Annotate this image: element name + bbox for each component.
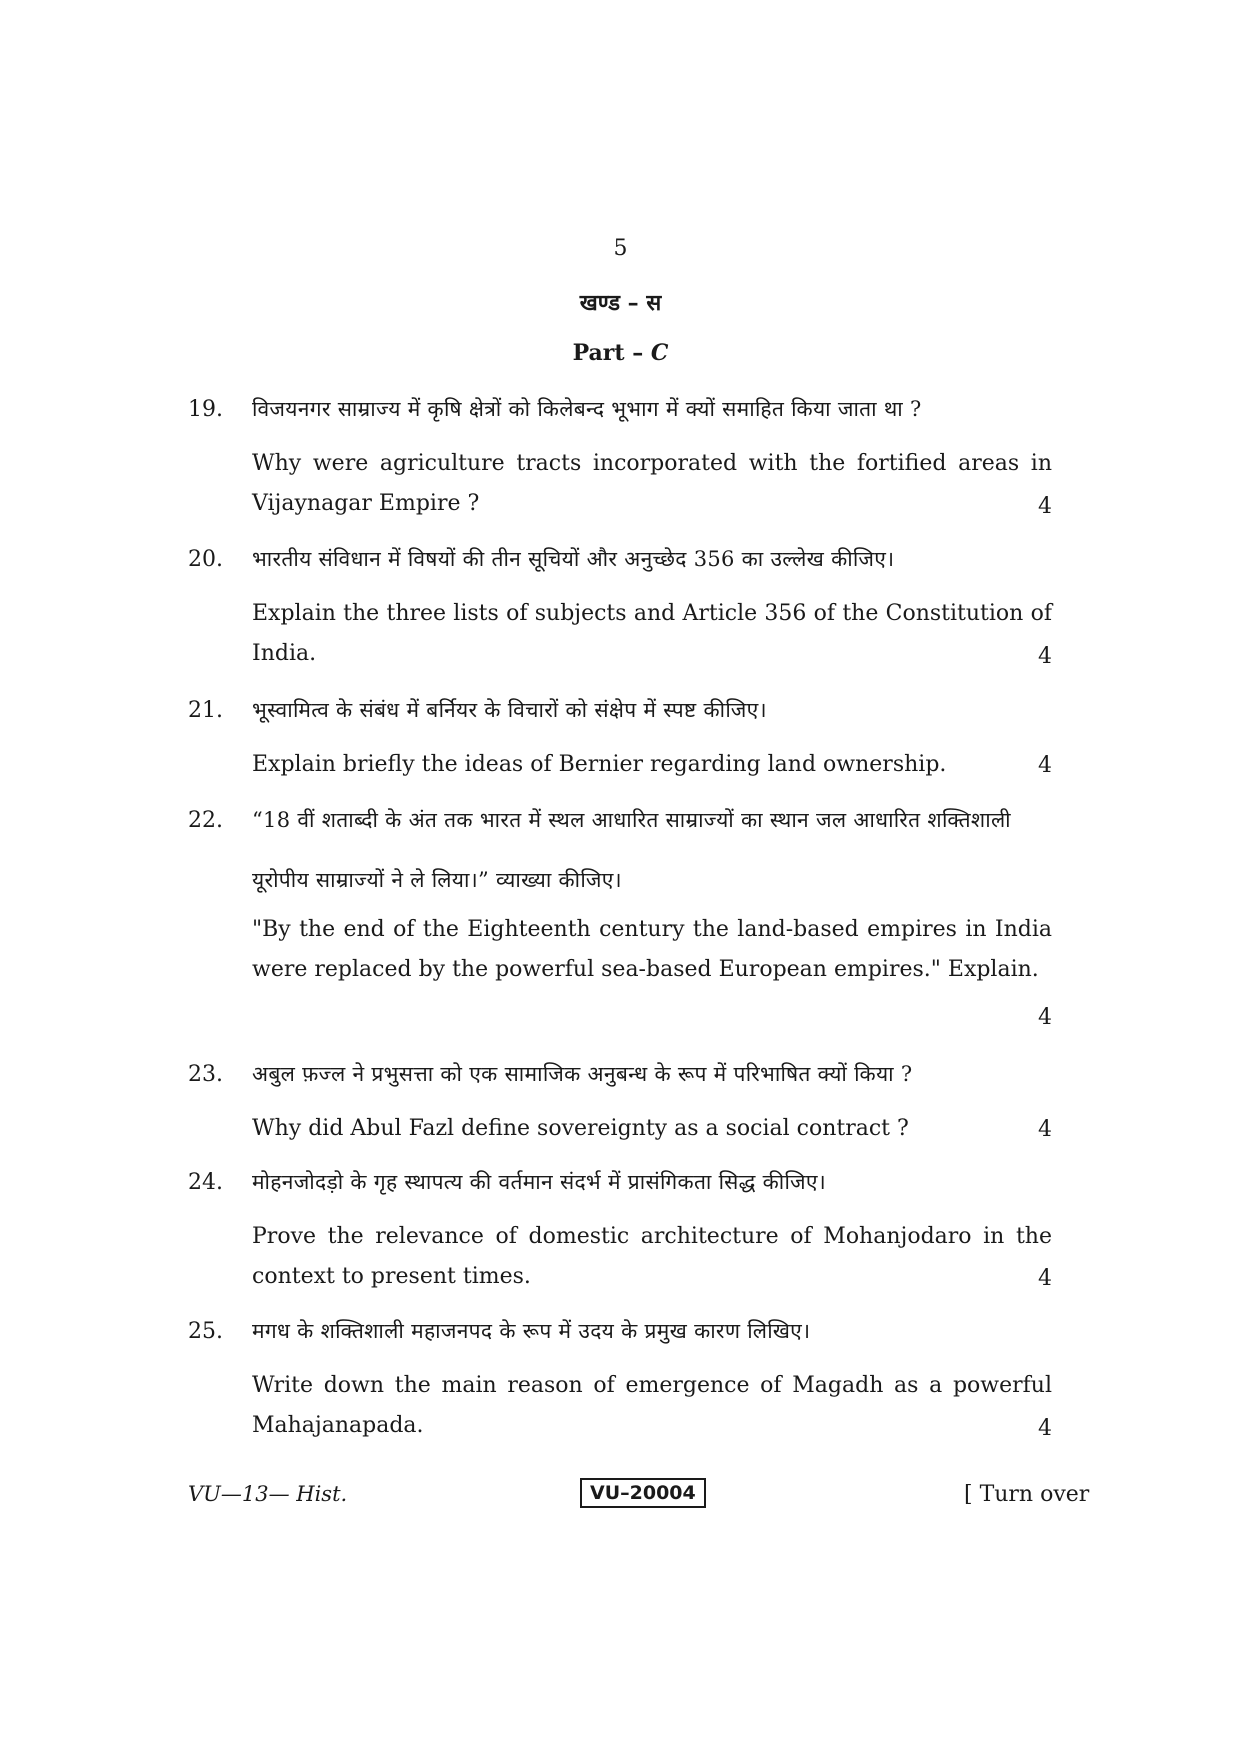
- question-text-hindi: “18 वीं शताब्दी के अंत तक भारत में स्थल आधारित साम्राज्यों का स्थान जल आधारित शक्तिशाली यूरोपीय साम्राज्यों ने ले लिया।” व्याख्या कीजिए।: [252, 808, 1011, 892]
- question-text-english: Explain briefly the ideas of Bernier regarding land ownership.: [252, 752, 947, 777]
- question-marks: 4: [1038, 1416, 1052, 1441]
- question-text-english: Why were agriculture tracts incorporated with the fortified areas in Vijaynagar Empire ?: [252, 451, 1052, 516]
- footer-paper-code: VU–20004: [580, 1478, 706, 1508]
- question-text-english: Why did Abul Fazl define sovereignty as a social contract ?: [252, 1116, 909, 1141]
- question-text-hindi: विजयनगर साम्राज्य में कृषि क्षेत्रों को किलेबन्द भूभाग में क्यों समाहित किया जाता था ?: [252, 397, 922, 421]
- question-text-hindi: भारतीय संविधान में विषयों की तीन सूचियों और अनुच्छेद 356 का उल्लेख कीजिए।: [252, 547, 895, 571]
- question-number: 25.: [188, 1319, 223, 1344]
- question-number: 22.: [188, 808, 223, 833]
- question-text-hindi: भूस्वामित्व के संबंध में बर्नियर के विचारों को संक्षेप में स्पष्ट कीजिए।: [252, 698, 767, 722]
- section-prefix: Part –: [572, 340, 644, 366]
- question-number: 19.: [188, 397, 223, 422]
- question-text-english: "By the end of the Eighteenth century the land-based empires in India were replaced by the powerful sea-based European empires." Explain.: [252, 917, 1052, 982]
- section-title-hindi: खण्ड – स: [579, 290, 662, 316]
- question-number: 23.: [188, 1062, 223, 1087]
- section-title-english: [0, 340, 1241, 366]
- page-number: 5: [613, 236, 628, 261]
- question-text-hindi: अबुल फ़ज्ल ने प्रभुसत्ता को एक सामाजिक अनुबन्ध के रूप में परिभाषित क्यों किया ?: [252, 1062, 913, 1086]
- question-number: 20.: [188, 547, 223, 572]
- section-letter: C: [650, 340, 669, 366]
- turn-over-note: [ Turn over: [964, 1482, 1090, 1507]
- question-marks: 4: [1038, 753, 1052, 778]
- question-marks: 4: [1038, 1117, 1052, 1142]
- question-text-english: Explain the three lists of subjects and Article 356 of the Constitution of India.: [252, 601, 1052, 666]
- question-marks: 4: [1038, 494, 1052, 519]
- question-marks: 4: [1038, 1266, 1052, 1291]
- footer-paper-ref: VU—13— Hist.: [188, 1482, 348, 1506]
- question-text-english: Write down the main reason of emergence of Magadh as a powerful Mahajanapada.: [252, 1373, 1052, 1438]
- question-text-hindi: मगध के शक्तिशाली महाजनपद के रूप में उदय के प्रमुख कारण लिखिए।: [252, 1319, 811, 1343]
- question-number: 24.: [188, 1170, 223, 1195]
- question-marks: 4: [1038, 644, 1052, 669]
- question-marks: 4: [1038, 1005, 1052, 1030]
- question-text-english: Prove the relevance of domestic architecture of Mohanjodaro in the context to present times.: [252, 1224, 1052, 1289]
- question-number: 21.: [188, 698, 223, 723]
- question-text-hindi: मोहनजोदड़ो के गृह स्थापत्य की वर्तमान संदर्भ में प्रासंगिकता सिद्ध कीजिए।: [252, 1170, 826, 1194]
